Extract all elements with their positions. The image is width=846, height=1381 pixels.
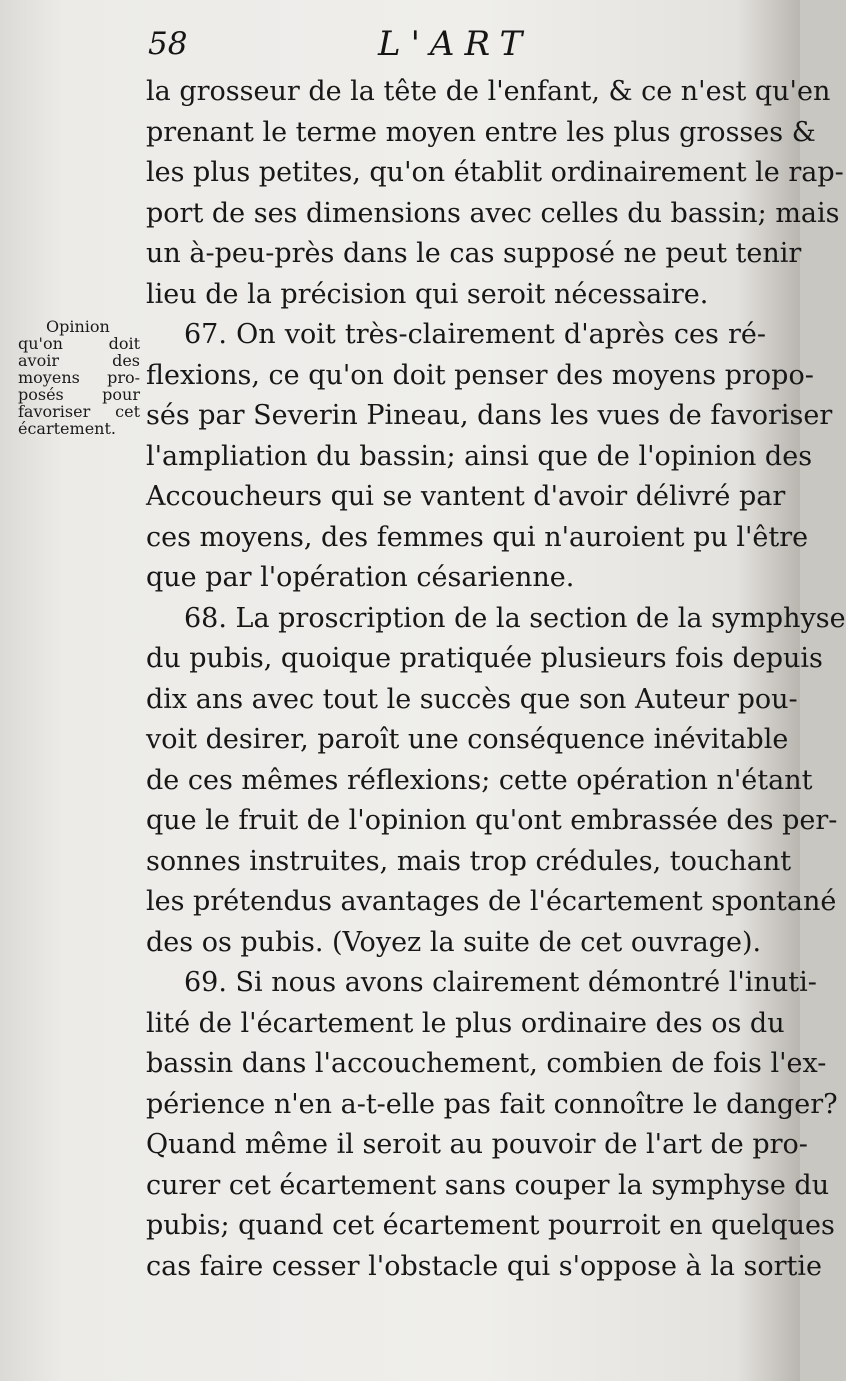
paragraph-67-start: 67. On voit très-clairement d'après ces ré- [184,319,766,350]
margin-note-line: avoir des [18,351,140,370]
text-line: des os pubis. (Voyez la suite de cet ouvrage). [146,926,762,958]
margin-note-line: posés pour [18,385,140,404]
text-line: voit desirer, paroît une conséquence inévitable [146,724,789,755]
margin-note [18,318,140,437]
text-line: prenant le terme moyen entre les plus grosses & [146,116,816,148]
page-header [148,18,768,68]
text-line: la grosseur de la tête de l'enfant, & ce n'est qu'en [146,76,831,107]
margin-note-line: qu'on doit [18,334,140,353]
text-line: lieu de la précision qui seroit nécessaire. [146,278,709,310]
text-line: périence n'en a-t-elle pas fait connoître le danger? [146,1088,838,1120]
margin-note-line: écartement. [18,419,116,438]
text-line: les plus petites, qu'on établit ordinairement le rap- [146,157,844,188]
margin-note-line: favoriser cet [18,402,140,421]
paragraph-68-start: 68. La proscription de la section de la symphyse [184,602,846,634]
text-line: que par l'opération césarienne. [146,562,575,593]
text-line: Quand même il seroit au pouvoir de l'art de pro- [146,1129,808,1160]
margin-note-line: Opinion [46,317,110,336]
text-line: curer cet écartement sans couper la symphyse du [146,1169,830,1201]
margin-note-line: moyens pro- [18,368,140,387]
text-line: bassin dans l'accouchement, combien de fois l'ex- [146,1048,827,1079]
body-text [146,72,846,1287]
text-line: un à-peu-près dans le cas supposé ne peut tenir [146,238,802,269]
page-number: 58 [148,26,188,62]
text-line: pubis; quand cet écartement pourroit en quelques [146,1210,835,1241]
text-line: les prétendus avantages de l'écartement spontané [146,886,837,917]
text-line: l'ampliation du bassin; ainsi que de l'opinion des [146,440,813,472]
text-line: du pubis, quoique pratiquée plusieurs fois depuis [146,643,823,674]
text-line: de ces mêmes réflexions; cette opération n'étant [146,764,813,796]
text-line: flexions, ce qu'on doit penser des moyens propo- [146,359,814,391]
text-line: lité de l'écartement le plus ordinaire des os du [146,1007,785,1039]
text-line: port de ses dimensions avec celles du bassin; mais [146,197,840,229]
text-line: dix ans avec tout le succès que son Auteur pou- [146,683,798,715]
paragraph-69-start: 69. Si nous avons clairement démontré l'inuti- [184,967,817,998]
text-line: Accoucheurs qui se vantent d'avoir délivré par [146,481,786,512]
text-line: cas faire cesser l'obstacle qui s'oppose à la sortie [146,1250,822,1282]
text-line: sés par Severin Pineau, dans les vues de favoriser [146,400,833,431]
text-line: ces moyens, des femmes qui n'auroient pu l'être [146,521,809,553]
text-line: sonnes instruites, mais trop crédules, touchant [146,845,792,877]
running-head: L'ART [378,24,533,64]
text-line: que le fruit de l'opinion qu'ont embrassée des per- [146,805,838,836]
